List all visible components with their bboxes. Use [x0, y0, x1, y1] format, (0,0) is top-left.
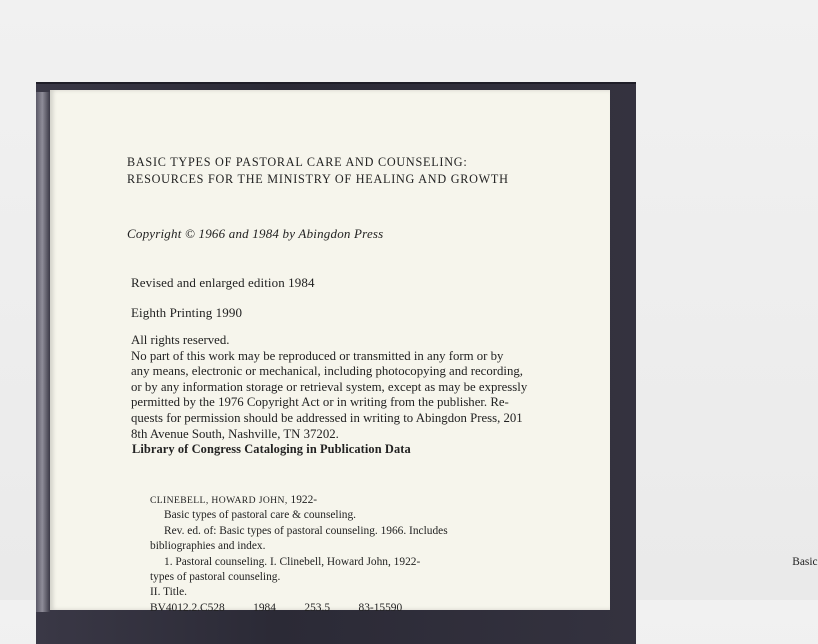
- edition-note: Revised and enlarged edition 1984: [131, 275, 315, 290]
- rights-line: No part of this work may be reproduced or transmitted in any form or by: [131, 348, 504, 363]
- catalog-line: [150, 555, 818, 570]
- catalog-author-line: [150, 493, 448, 508]
- copyright-page: [50, 90, 818, 614]
- rights-paragraph: [131, 333, 527, 442]
- rights-line: All rights reserved.: [131, 333, 230, 347]
- catalog-line: II. Title.: [150, 586, 188, 599]
- printing-note: Eighth Printing 1990: [131, 305, 243, 320]
- book-title-line-1: BASIC TYPES OF PASTORAL CARE AND COUNSELING:: [127, 155, 468, 169]
- catalog-subject: 1. Pastoral counseling. I. Clinebell, Howard John, 1922-: [164, 555, 421, 568]
- catalog-author-year: 1922-: [290, 494, 318, 506]
- rights-line: any means, electronic or mechanical, including photocopying and recording,: [131, 364, 523, 379]
- loc-heading: Library of Congress Cataloging in Publication Data: [132, 442, 411, 456]
- copyright-notice: Copyright © 1966 and 1984 by Abingdon Press: [127, 226, 384, 241]
- rights-line: 8th Avenue South, Nashville, TN 37202.: [131, 426, 339, 441]
- rights-line: permitted by the 1976 Copyright Act or in writing from the publisher. Re-: [131, 395, 509, 410]
- catalog-line: Basic types of pastoral care & counseling.: [164, 509, 357, 522]
- book-title-line-2: RESOURCES FOR THE MINISTRY OF HEALING AND GROWTH: [127, 172, 509, 186]
- rights-line: or by any information storage or retrieval system, except as may be expressly: [131, 379, 528, 394]
- catalog-line: Rev. ed. of: Basic types of pastoral counseling. 1966. Includes: [164, 524, 448, 537]
- catalog-call-number: BV4012.2.C528 1984 253.5 83-15590: [150, 601, 403, 614]
- rights-line: quests for permission should be addressed in writing to Abingdon Press, 201: [131, 410, 523, 425]
- catalog-line: types of pastoral counseling.: [150, 571, 281, 584]
- catalog-line: bibliographies and index.: [150, 540, 266, 553]
- catalog-record: [150, 493, 818, 616]
- catalog-author-name: CLINEBELL, HOWARD JOHN,: [150, 495, 288, 506]
- catalog-subject-tail: Basic: [792, 555, 818, 568]
- page-edges: [36, 92, 50, 612]
